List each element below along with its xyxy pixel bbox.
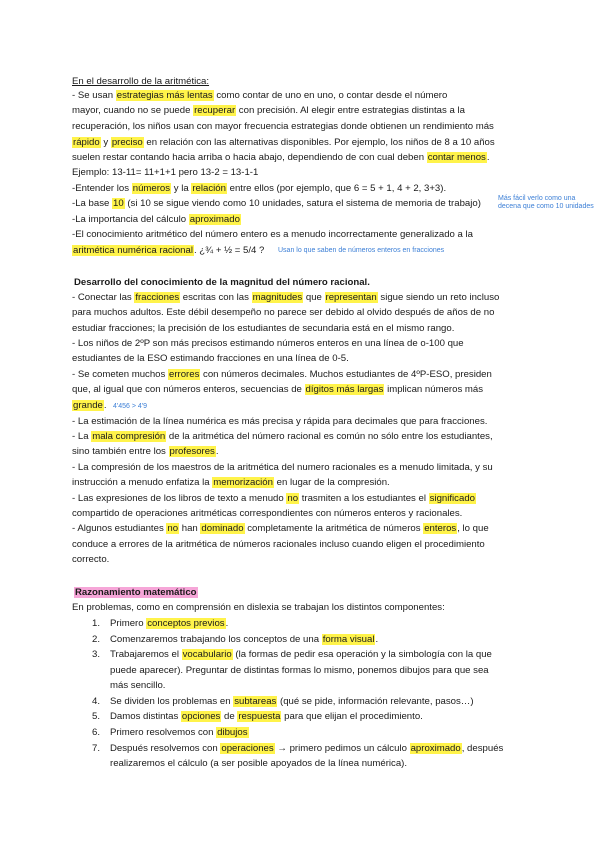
highlight: representan (325, 292, 377, 303)
list-item: Trabajaremos el vocabulario (la formas de pedir esa operación y la simbología con la que (110, 649, 492, 660)
paragraph-line: Ejemplo: 13-11= 11+1+1 pero 13-2 = 13-1-1 (72, 167, 259, 178)
highlight: preciso (111, 137, 143, 148)
paragraph-line: aritmética numérica racional. ¿¾ + ½ = 5/4 ? (73, 245, 265, 256)
list-number: 7. (92, 743, 101, 754)
highlight: dibujos (217, 727, 248, 738)
paragraph-line: sino también entre los profesores. (72, 446, 219, 457)
highlight: contar menos (427, 152, 486, 163)
paragraph-line: - La mala compresión de la aritmética del número racional es común no sólo entre los estudiantes, (72, 431, 493, 442)
list-item-continuation: más sencillo. (110, 680, 166, 691)
paragraph-line: mayor, cuando no se puede recuperar con precisión. Al elegir entre estrategias distintas a la (72, 105, 465, 116)
paragraph-line: - La compresión de los maestros de la aritmética del numero racionales es a menudo limitada, y su (72, 462, 493, 473)
highlight: enteros (424, 523, 457, 534)
paragraph-line: -La base 10 (si 10 se sigue viendo como 10 unidades, satura el sistema de memoria de trabajo) (72, 198, 481, 209)
highlight: significado (429, 493, 475, 504)
paragraph-line: instrucción a menudo enfatiza la memorización en lugar de la compresión. (72, 477, 390, 488)
paragraph-line: -La importancia del cálculo aproximado (72, 214, 240, 225)
list-item-continuation: puede aparecer). Preguntar de distintas formas lo mismo, ponemos dibujos para que sea (110, 665, 489, 676)
paragraph-line: - Algunos estudiantes no han dominado completamente la aritmética de números enteros, lo que (72, 523, 489, 534)
paragraph-line: estudiar fracciones; la precisión de los estudiantes de secundaria está en el mismo rango. (72, 323, 455, 334)
paragraph-line: rápido y preciso en relación con las alternativas disponibles. Por ejemplo, los niños de 8 a 10 años (73, 137, 495, 148)
highlight: aproximado (189, 214, 240, 225)
list-number: 3. (92, 649, 101, 660)
paragraph-line: - Los niños de 2ºP son más precisos estimando números enteros en una línea de o-100 que (72, 338, 464, 349)
margin-comment: 4'456 > 4'9 (113, 403, 148, 410)
list-item: Comenzaremos trabajando los conceptos de una forma visual. (110, 634, 379, 645)
list-item: Damos distintas opciones de respuesta para que elijan el procedimiento. (110, 711, 423, 722)
highlight: profesores (169, 446, 215, 457)
paragraph-line: suelen restar contando hacia arriba o hacia abajo, dependiendo de con cual deben contar menos. (72, 152, 490, 163)
list-item-continuation: realizaremos el cálculo (a ser posible apoyados de la línea numérica). (110, 758, 408, 769)
highlight: grande (73, 400, 103, 411)
list-item: Primero resolvemos con dibujos (110, 727, 248, 738)
list-item: Se dividen los problemas en subtareas (qué se pide, información relevante, pasos…) (110, 696, 474, 707)
highlight: vocabulario (182, 649, 232, 660)
paragraph-line: correcto. (72, 554, 110, 565)
list-item: Después resolvemos con operaciones → primero pedimos un cálculo aproximado, después (110, 743, 504, 754)
section-title-rational-magnitude: Desarrollo del conocimiento de la magnitud del número racional. (74, 277, 370, 288)
highlight: operaciones (221, 743, 274, 754)
list-item: Primero conceptos previos. (110, 618, 229, 629)
highlight: fracciones (135, 292, 180, 303)
paragraph-line: - Se cometen muchos errores con números decimales. Muchos estudiantes de 4ºP-ESO, presiden (72, 369, 492, 380)
paragraph-line: - La estimación de la línea numérica es más precisa y rápida para decimales que para fracciones. (72, 416, 488, 427)
paragraph-line: -Entender los números y la relación entre ellos (por ejemplo, que 6 = 5 + 1, 4 + 2, 3+3). (72, 183, 447, 194)
margin-comment: Más fácil verlo como una decena que como 10 unidades (498, 195, 594, 210)
highlight: estrategias más lentas (116, 90, 213, 101)
highlight: no (287, 493, 299, 504)
highlight: memorización (213, 477, 273, 488)
paragraph-line: para muchos adultos. Este débil desempeño no parece ser debido al olvido después de años de no (72, 307, 495, 318)
paragraph-line: conduce a errores de la aritmética de números racionales incluso cuando eligen el procedimiento (72, 539, 485, 550)
paragraph-line: que, al igual que con números enteros, secuencias de dígitos más largas implican números más (72, 384, 484, 395)
section-title-arithmetic: En el desarrollo de la aritmética: (72, 76, 210, 87)
highlight: recuperar (194, 105, 236, 116)
paragraph-line: grande. (73, 400, 107, 411)
paragraph-line: En problemas, como en comprensión en dislexia se trabajan los distintos componentes: (72, 602, 445, 613)
paragraph-line: estudiantes de la ESO estimando fracciones en una línea de 0-5. (72, 353, 349, 364)
highlight: rápido (73, 137, 100, 148)
list-number: 2. (92, 634, 101, 645)
section-title-math-reasoning: Razonamiento matemático (75, 587, 197, 598)
margin-comment: Usan lo que saben de números enteros en fracciones (278, 247, 445, 254)
list-number: 4. (92, 696, 101, 707)
highlight: magnitudes (252, 292, 303, 303)
highlight: no (167, 523, 179, 534)
paragraph-line: compartido de operaciones aritméticas correspondientes con números enteros y racionales. (72, 508, 463, 519)
highlight: opciones (181, 711, 221, 722)
highlight: subtareas (234, 696, 277, 707)
highlight: mala compresión (92, 431, 166, 442)
paragraph-line: - Conectar las fracciones escritas con las magnitudes que representan sigue siendo un reto incluso (72, 292, 500, 303)
highlight: relación (192, 183, 226, 194)
highlight: respuesta (238, 711, 281, 722)
paragraph-line: -El conocimiento aritmético del número entero es a menudo incorrectamente generalizado a la (72, 229, 474, 240)
highlight: aproximado (410, 743, 461, 754)
highlight: conceptos previos (147, 618, 225, 629)
list-number: 6. (92, 727, 101, 738)
highlight: dígitos más largas (305, 384, 384, 395)
paragraph-line: - Se usan estrategias más lentas como contar de uno en uno, o contar desde el número (72, 90, 448, 101)
highlight: forma visual (322, 634, 375, 645)
paragraph-line: - Las expresiones de los libros de texto a menudo no trasmiten a los estudiantes el significado (72, 493, 475, 504)
highlight: números (132, 183, 171, 194)
highlight: errores (168, 369, 200, 380)
highlight: dominado (201, 523, 244, 534)
highlight: aritmética numérica racional (73, 245, 193, 256)
highlight: 10 (113, 198, 124, 209)
paragraph-line: recuperación, los niños usan con mayor frecuencia estrategias donde obtienen un rendimiento más (72, 121, 494, 132)
list-number: 5. (92, 711, 101, 722)
list-number: 1. (92, 618, 101, 629)
